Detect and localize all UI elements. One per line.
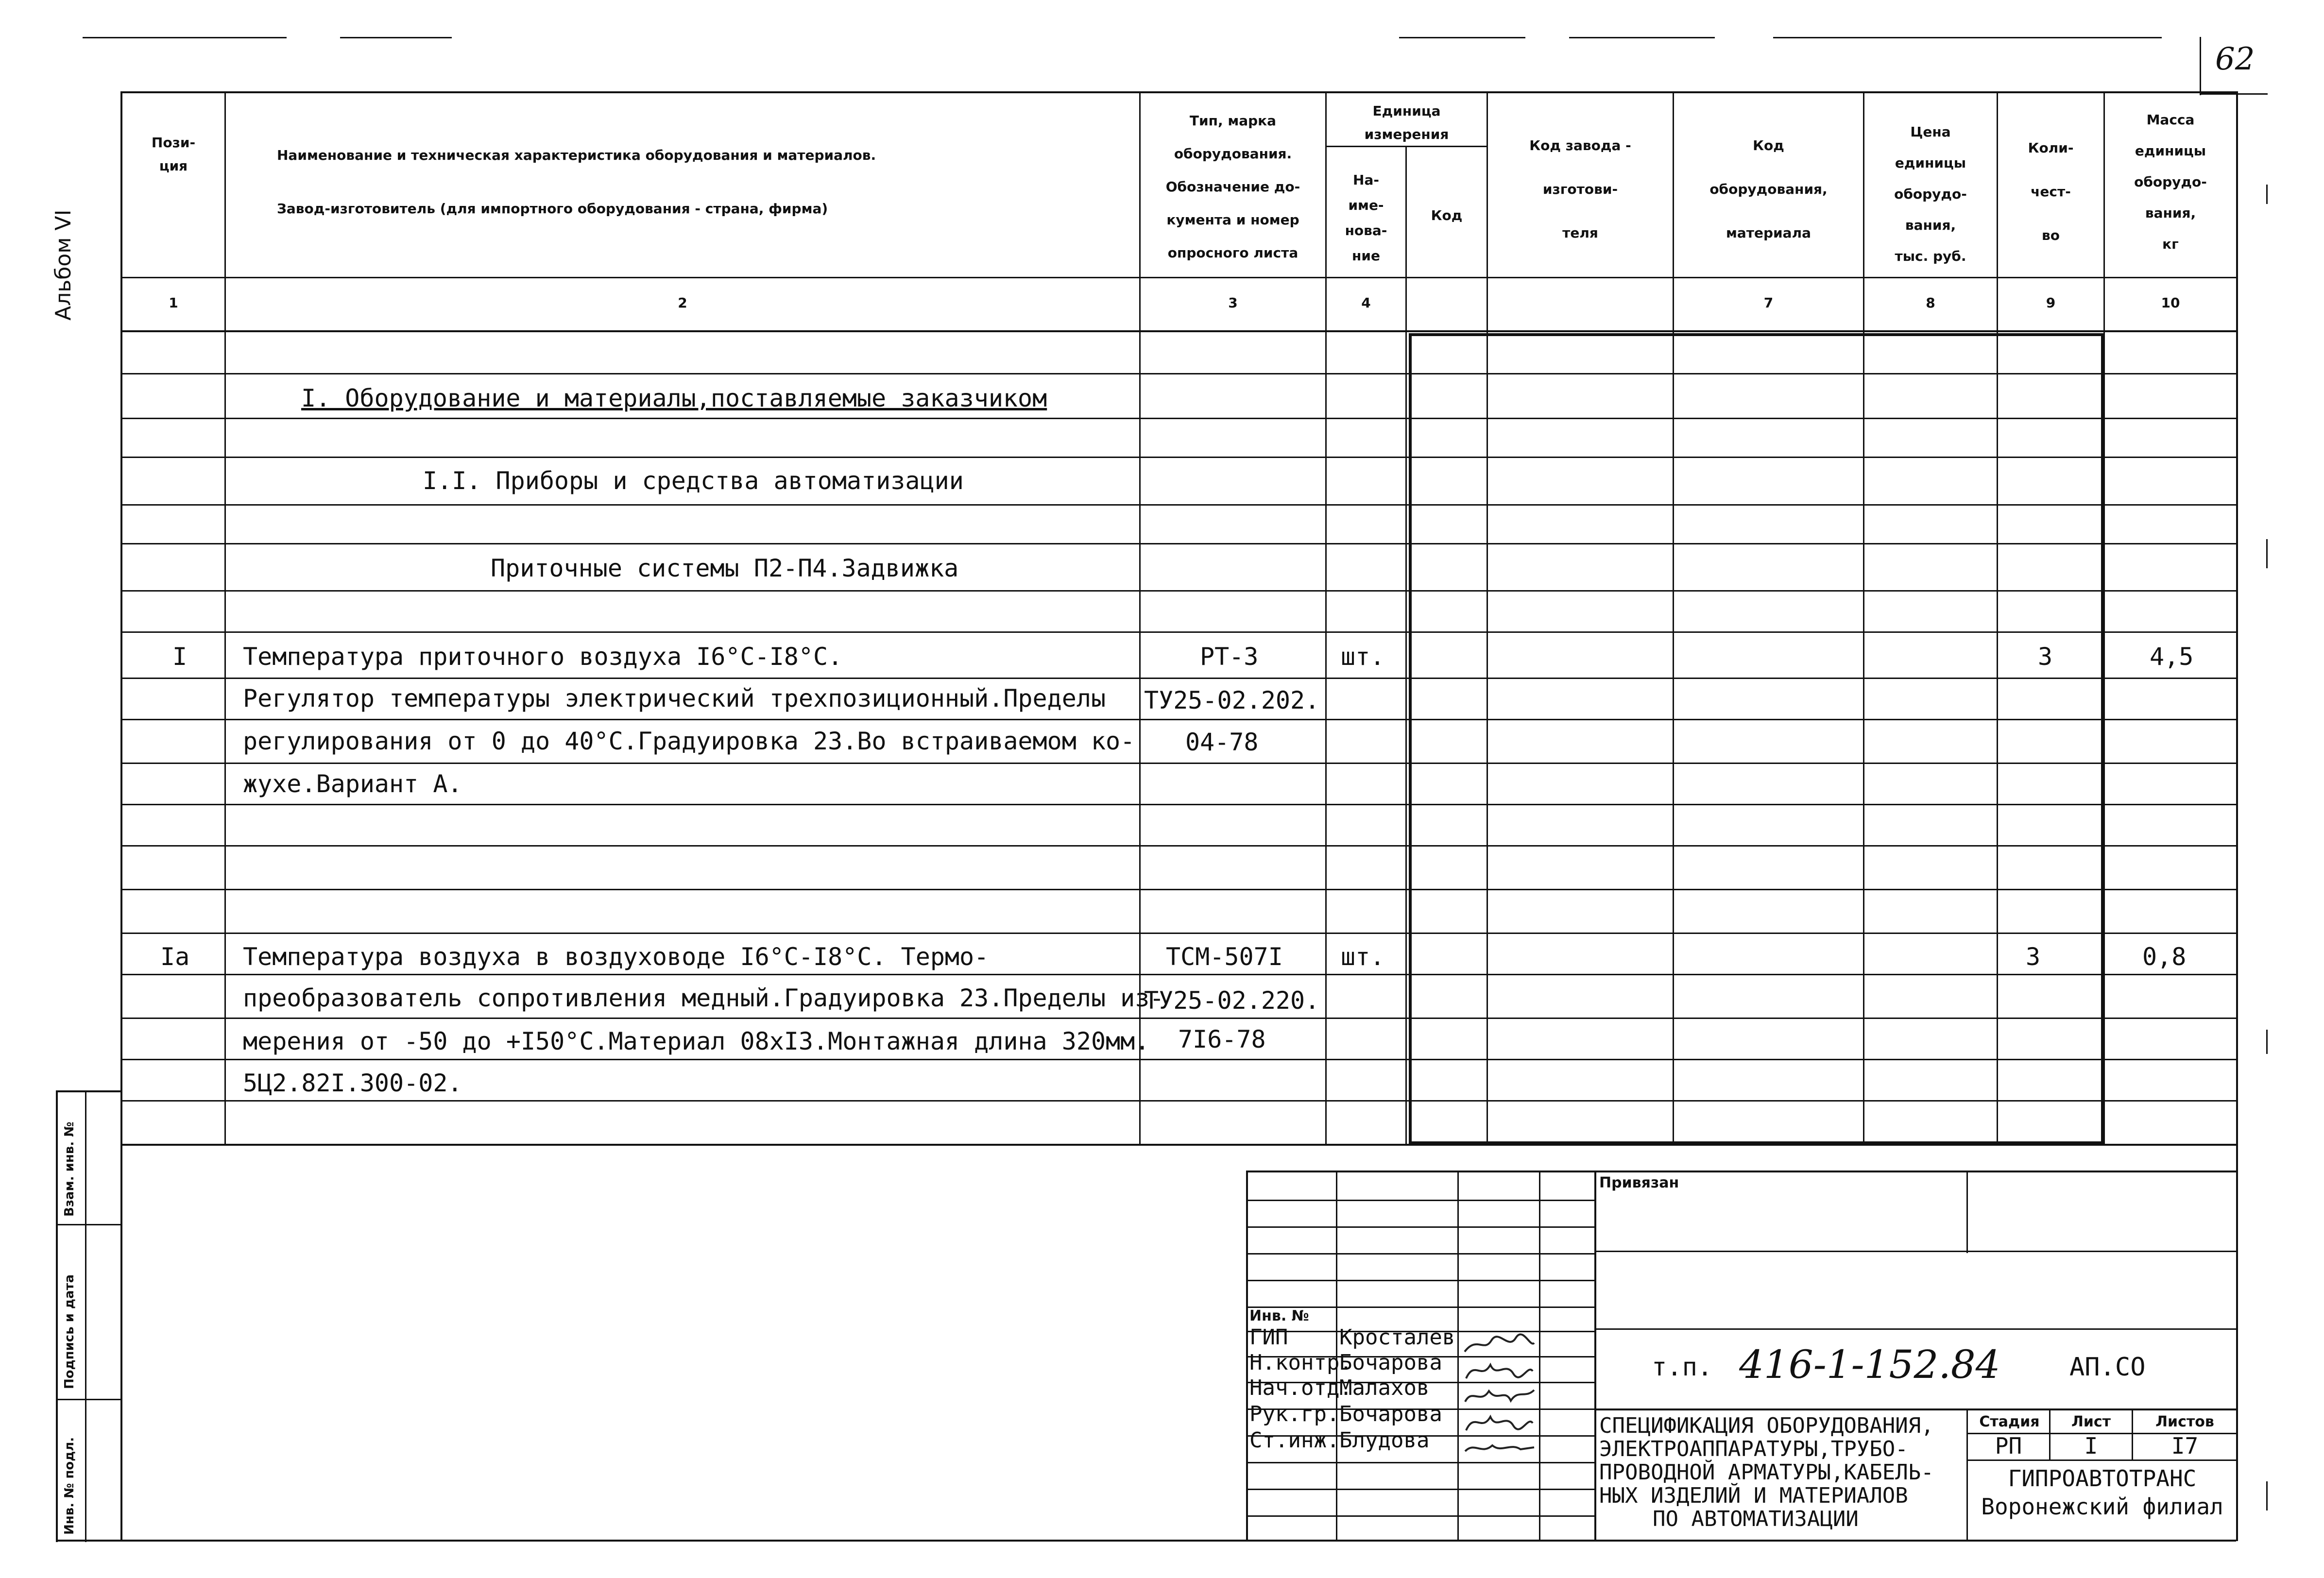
col-number: 10 <box>2161 295 2180 311</box>
header-price: Цена единицы оборудо- вания, тыс. руб. <box>1894 124 1967 264</box>
doc-number: 416-1-152.84 <box>1739 1342 2000 1387</box>
col-number: 4 <box>1361 295 1371 311</box>
col-number: 9 <box>2046 295 2056 311</box>
item-type: 04-78 <box>1185 728 1259 756</box>
item-type: ТУ25-02.202. <box>1144 686 1320 714</box>
section-title: I. Оборудование и материалы,поставляемые заказчиком <box>301 384 1047 412</box>
item-quantity: 3 <box>2026 943 2041 971</box>
header-mass: Масса единицы оборудо- вания, кг <box>2134 112 2207 252</box>
header-equipment-code: Код оборудования, материала <box>1709 137 1828 241</box>
sheet-value: I <box>2084 1433 2098 1459</box>
stamp-original-inv: Инв. № подл. <box>62 1437 77 1535</box>
role: Н.контр. <box>1249 1350 1352 1375</box>
item-text: регулирования от 0 до 40°С.Градуировка 23.Во встраиваемом ко- <box>243 727 1135 755</box>
signature <box>1462 1384 1535 1407</box>
header-unit-name: На- имe- нова- ние <box>1345 172 1387 264</box>
item-unit: шт. <box>1341 643 1385 671</box>
col-number: 1 <box>169 295 178 311</box>
header-position: Пози- ция <box>151 135 196 174</box>
item-mass: 0,8 <box>2142 943 2187 971</box>
signature <box>1462 1359 1535 1381</box>
col-number: 2 <box>678 295 687 311</box>
stage-label: Стадия <box>1979 1413 2040 1430</box>
inv-label: Инв. № <box>1249 1307 1309 1324</box>
stage-value: РП <box>1995 1433 2022 1459</box>
privyazan-label: Привязан <box>1599 1174 1679 1191</box>
item-mass: 4,5 <box>2150 643 2194 671</box>
item-text: жухе.Вариант А. <box>243 770 462 798</box>
item-type: ТУ25-02.220. <box>1144 986 1320 1015</box>
col-number: 7 <box>1763 295 1774 311</box>
organization: ГИПРОАВТОТРАНС Воронежский филиал <box>1981 1465 2223 1520</box>
item-text: Температура воздуха в воздуховоде I6°С-I8°С. Термо- <box>243 943 989 971</box>
item-type: РТ-3 <box>1200 643 1259 671</box>
col-number: 3 <box>1228 295 1238 311</box>
header-type: Тип, марка оборудования. Обозначение до- кумента и номер опросного листа <box>1165 113 1300 261</box>
signature <box>1462 1437 1535 1459</box>
item-text: мерения от -50 до +I50°С.Материал 08хI3.Монтажная длина 320мм. <box>243 1027 1150 1055</box>
page-number: 62 <box>2215 41 2255 77</box>
role: Нач.отд. <box>1249 1375 1352 1400</box>
role: ГИП <box>1249 1325 1288 1350</box>
item-position: I <box>172 643 188 671</box>
sheets-value: I7 <box>2171 1433 2199 1459</box>
tp-prefix: т.п. <box>1652 1353 1713 1382</box>
person-name: Бочарова <box>1339 1402 1442 1426</box>
stamp-replaced-inv: Взам. инв. № <box>62 1121 77 1217</box>
item-unit: шт. <box>1341 943 1385 971</box>
subsection-title: I.I. Приборы и средства автоматизации <box>423 467 964 495</box>
person-name: Блудова <box>1339 1428 1430 1453</box>
person-name: Бочарова <box>1339 1350 1442 1375</box>
sheet-label: Лист <box>2071 1413 2111 1430</box>
signature <box>1462 1411 1535 1433</box>
spec-title: СПЕЦИФИКАЦИЯ ОБОРУДОВАНИЯ, ЭЛЕКТРОАППАРАТУРЫ,ТРУБО- ПРОВОДНОЙ АРМАТУРЫ,КАБЕЛЬ- НЫХ ИЗДЕЛИЙ И МАТЕРИАЛОВ ПО АВТОМАТИЗАЦИИ <box>1599 1413 1934 1531</box>
header-unit: Единица измерения <box>1364 103 1449 142</box>
person-name: Кросталев <box>1339 1325 1455 1350</box>
sheets-label: Листов <box>2155 1413 2214 1430</box>
group-title: Приточные системы П2-П4.Задвижка <box>491 554 959 582</box>
header-quantity: Коли- чест- во <box>2028 140 2074 243</box>
item-text: Регулятор температуры электрический трехпозиционный.Пределы <box>243 684 1106 713</box>
signature <box>1462 1333 1535 1356</box>
header-factory-code: Код завода - изготови- теля <box>1529 137 1631 241</box>
item-text: 5Ц2.82I.300-02. <box>243 1069 462 1097</box>
item-position: Iа <box>160 943 190 971</box>
item-text: преобразователь сопротивления медный.Градуировка 23.Пределы из- <box>243 984 1164 1012</box>
header-unit-code: Код <box>1431 207 1463 223</box>
album-label: Альбом VI <box>51 209 76 321</box>
role: Рук.гр. <box>1249 1402 1340 1426</box>
doc-code: АП.СО <box>2069 1353 2146 1382</box>
item-type: ТСМ-507I <box>1166 943 1283 971</box>
item-type: 7I6-78 <box>1178 1025 1266 1053</box>
item-text: Температура приточного воздуха I6°С-I8°С. <box>243 643 843 671</box>
role: Ст.инж. <box>1249 1428 1340 1453</box>
stamp-signature-date: Подпись и дата <box>62 1274 77 1389</box>
person-name: Малахов <box>1339 1375 1430 1400</box>
header-name: Наименование и техническая характеристика оборудования и материалов. Завод-изготовитель (для импортного оборудования - страна, фирма) <box>277 147 876 217</box>
item-quantity: 3 <box>2038 643 2053 671</box>
col-number: 8 <box>1926 295 1935 311</box>
